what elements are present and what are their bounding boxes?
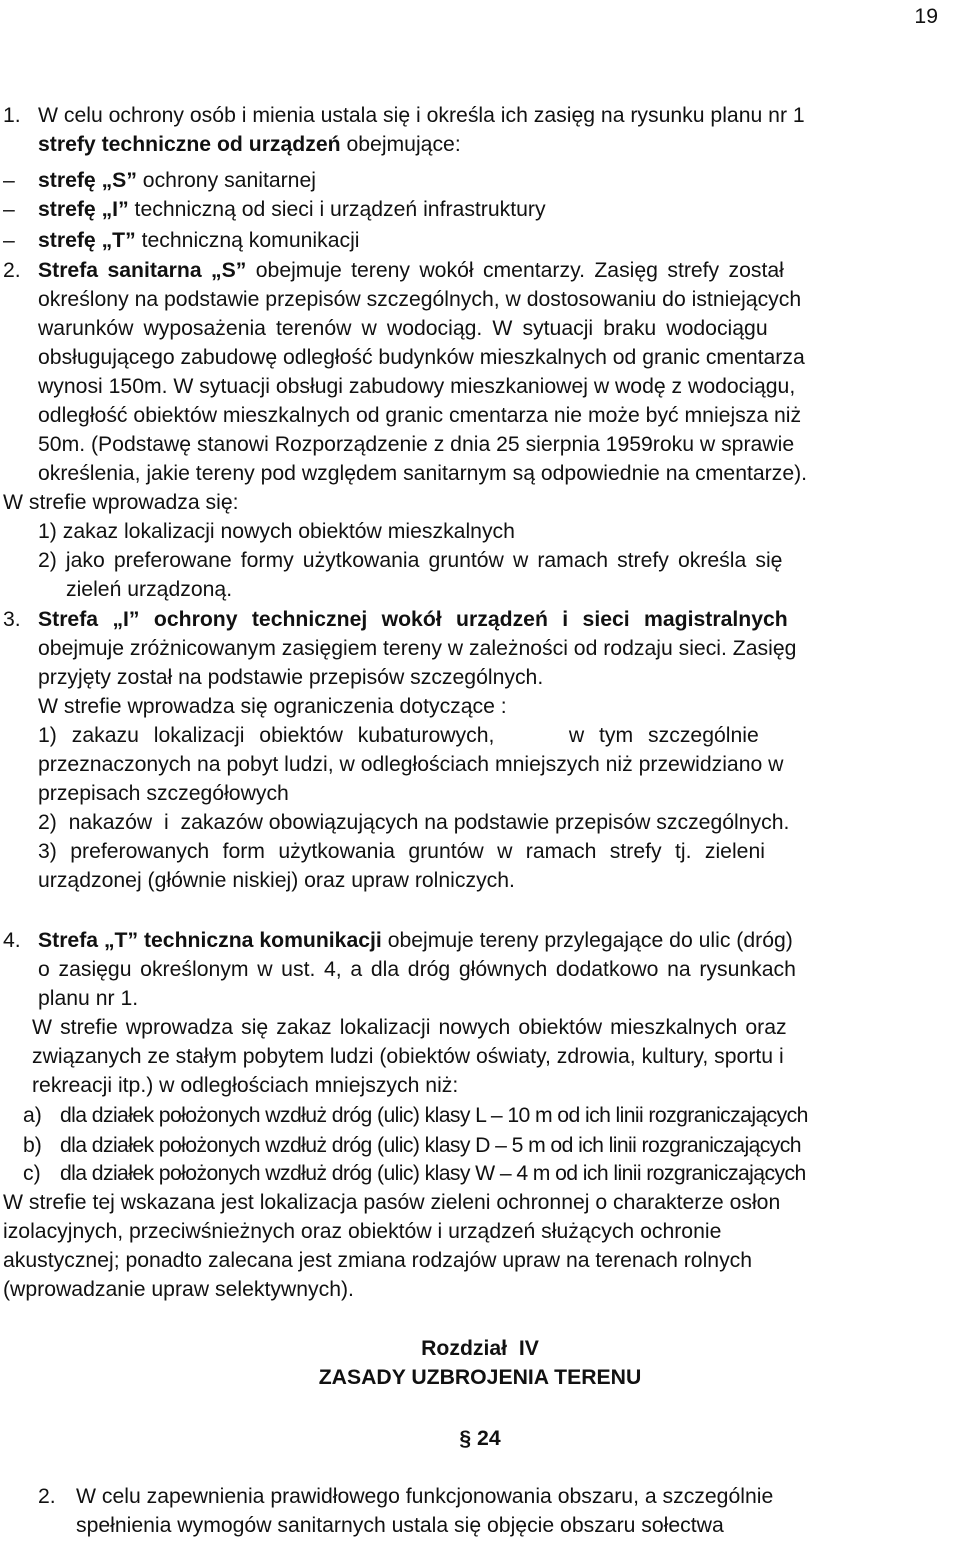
section-number: § 24	[459, 1427, 501, 1450]
p3-line-1: obejmuje zróżnicowanym zasięgiem tereny w zależności od rodzaju sieci. Zasięg	[38, 637, 797, 660]
p1-line-2: strefy techniczne od urządzeń obejmujące:	[38, 133, 461, 156]
p1-item-i: strefę „I” techniczną od sieci i urządzeń infrastruktury	[38, 198, 546, 221]
p4-item-a: dla działek położonych wzdłuż dróg (ulic) klasy L – 10 m od ich linii rozgraniczających	[60, 1104, 808, 1127]
final-number: 2.	[38, 1485, 56, 1508]
p3-line-4: 1) zakazu lokalizacji obiektów kubaturowych, w tym szczególnie	[38, 724, 759, 747]
p3-line-3: W strefie wprowadza się ograniczenia dotyczące :	[38, 695, 507, 718]
p1-line-1: W celu ochrony osób i mienia ustala się i określa ich zasięg na rysunku planu nr 1	[38, 104, 805, 127]
p3-line-9: urządzonej (głównie niskiej) oraz upraw rolniczych.	[38, 869, 515, 892]
p4-line-1: Strefa „T” techniczna komunikacji obejmuje tereny przylegające do ulic (dróg)	[38, 929, 793, 952]
chapter-title: Rozdział IV	[421, 1337, 539, 1360]
p4-tail-3: akustycznej; ponadto zalecana jest zmiana rodzajów upraw na terenach rolnych	[3, 1249, 753, 1272]
p1-item-dash: –	[3, 198, 15, 221]
p4-line-3: planu nr 1.	[38, 987, 139, 1010]
p4-line-4: W strefie wprowadza się zakaz lokalizacji nowych obiektów mieszkalnych oraz	[32, 1016, 787, 1039]
p4-item-c-letter: c)	[23, 1162, 41, 1185]
final-line-2: spełnienia wymogów sanitarnych ustala się objęcie obszaru sołectwa	[76, 1514, 724, 1537]
p4-tail-2: izolacyjnych, przeciwśnieżnych oraz obiektów i urządzeń służących ochronie	[3, 1220, 722, 1243]
p1-item-s: strefę „S” ochrony sanitarnej	[38, 169, 316, 192]
p2-line-4: obsługującego zabudowę odległość budynków mieszkalnych od granic cmentarza	[38, 346, 805, 369]
p3-line-5: przeznaczonych na pobyt ludzi, w odległościach mniejszych niż przewidziano w	[38, 753, 784, 776]
p2-item-2-cont: zieleń urządzoną.	[66, 578, 233, 601]
p4-line-2: o zasięgu określonym w ust. 4, a dla dróg głównych dodatkowo na rysunkach	[38, 958, 796, 981]
p3-line-8: 3) preferowanych form użytkowania gruntów w ramach strefy tj. zieleni	[38, 840, 765, 863]
p1-item-dash: –	[3, 229, 15, 252]
p3-line-2: przyjęty został na podstawie przepisów szczególnych.	[38, 666, 544, 689]
p1-item-dash: –	[3, 169, 15, 192]
p3-line-7: 2) nakazów i zakazów obowiązujących na podstawie przepisów szczególnych.	[38, 811, 790, 834]
p2-line-2: określony na podstawie przepisów szczególnych, w dostosowaniu do istniejących	[38, 288, 802, 311]
p4-item-b-letter: b)	[23, 1134, 42, 1157]
p4-tail-4: (wprowadzanie upraw selektywnych).	[3, 1278, 354, 1301]
p4-tail-1: W strefie tej wskazana jest lokalizacja pasów zieleni ochronnej o charakterze osłon	[3, 1191, 781, 1214]
p3-line-6: przepisach szczegółowych	[38, 782, 289, 805]
p4-item-b: dla działek położonych wzdłuż dróg (ulic) klasy D – 5 m od ich linii rozgraniczających	[60, 1134, 801, 1157]
p1-number: 1.	[3, 104, 21, 127]
final-line-1: W celu zapewnienia prawidłowego funkcjonowania obszaru, a szczególnie	[76, 1485, 774, 1508]
chapter-subtitle: ZASADY UZBROJENIA TERENU	[318, 1366, 642, 1389]
p4-item-c: dla działek położonych wzdłuż dróg (ulic) klasy W – 4 m od ich linii rozgraniczających	[60, 1162, 806, 1185]
p3-number: 3.	[3, 608, 21, 631]
p2-line-3: warunków wyposażenia terenów w wodociąg. W sytuacji braku wodociągu	[38, 317, 768, 340]
p2-line-7: 50m. (Podstawę stanowi Rozporządzenie z dnia 25 sierpnia 1959roku w sprawie	[38, 433, 795, 456]
p3-heading: Strefa „I” ochrony technicznej wokół urządzeń i sieci magistralnych	[38, 608, 788, 631]
p2-line-1: Strefa sanitarna „S” obejmuje tereny wokół cmentarzy. Zasięg strefy został	[38, 259, 784, 282]
p2-line-5: wynosi 150m. W sytuacji obsługi zabudowy mieszkaniowej w wodę z wodociągu,	[38, 375, 796, 398]
p2-line-6: odległość obiektów mieszkalnych od granic cmentarza nie może być mniejsza niż	[38, 404, 802, 427]
p1-item-t: strefę „T” techniczną komunikacji	[38, 229, 360, 252]
p2-item-2: 2) jako preferowane formy użytkowania gruntów w ramach strefy określa się	[38, 549, 783, 572]
p4-line-5: związanych ze stałym pobytem ludzi (obiektów oświaty, zdrowia, kultury, sportu i	[32, 1045, 784, 1068]
p2-item-1: 1) zakaz lokalizacji nowych obiektów mieszkalnych	[38, 520, 515, 543]
p4-item-a-letter: a)	[23, 1104, 42, 1127]
p2-intro: W strefie wprowadza się:	[3, 491, 239, 514]
p4-number: 4.	[3, 929, 21, 952]
p2-line-8: określenia, jakie tereny pod względem sanitarnym są odpowiednie na cmentarze).	[38, 462, 808, 485]
page-number: 19	[914, 5, 938, 28]
p4-line-6: rekreacji itp.) w odległościach mniejszych niż:	[32, 1074, 459, 1097]
p2-number: 2.	[3, 259, 21, 282]
